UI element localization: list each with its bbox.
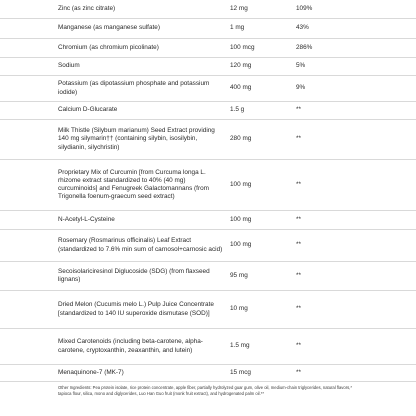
nutrient-amount: 100 mg <box>230 180 252 188</box>
nutrient-name: Sodium <box>58 62 80 70</box>
table-row <box>0 230 416 262</box>
nutrient-amount: 100 mcg <box>230 43 255 51</box>
nutrient-daily-value: ** <box>296 106 301 114</box>
table-row <box>0 120 416 160</box>
nutrient-daily-value: ** <box>296 305 301 313</box>
nutrient-amount: 95 mg <box>230 271 248 279</box>
table-row <box>0 291 416 329</box>
nutrient-daily-value: 9% <box>296 84 306 92</box>
nutrient-daily-value: ** <box>296 342 301 350</box>
nutrient-daily-value: 109% <box>296 4 313 12</box>
other-ingredients-text: Other Ingredients: Pea protein isolate, rice protein concentrate, apple fiber, partially hydrolyzed guar gum, olive oil, medium-chain triglycerides, natural flavors,* tapioca flour, silica, mono and diglycerides, Luo Han Guo fruit (monk fruit extract), and hydrogenated palm oil.** <box>58 385 352 396</box>
nutrient-daily-value: 286% <box>296 43 313 51</box>
nutrient-daily-value: ** <box>296 180 301 188</box>
nutrient-amount: 1 mg <box>230 24 245 32</box>
nutrient-amount: 10 mg <box>230 305 248 313</box>
table-row <box>0 39 416 58</box>
table-row <box>0 58 416 76</box>
nutrient-daily-value: ** <box>296 215 301 223</box>
nutrient-name: Dried Melon (Cucumis melo L.) Pulp Juice Concentrate [standardized to 140 IU superoxide dismutase (SOD)] <box>58 301 214 317</box>
table-row <box>0 19 416 39</box>
nutrient-name: Potassium (as dipotassium phosphate and potassium iodide) <box>58 80 210 96</box>
nutrient-name: Manganese (as manganese sulfate) <box>58 24 160 32</box>
nutrient-daily-value: ** <box>296 271 301 279</box>
nutrient-amount: 12 mg <box>230 4 248 12</box>
table-row <box>0 0 416 19</box>
table-row <box>0 329 416 365</box>
nutrient-name: Zinc (as zinc citrate) <box>58 4 116 12</box>
nutrient-name: Secoisolariciresinol Diglucoside (SDG) (from flaxseed lignans) <box>58 267 210 283</box>
table-row <box>0 76 416 102</box>
nutrient-name: Milk Thistle (Silybum marianum) Seed Extract providing 140 mg silymarin†† (containing silybin, isosilybin, silydianin, silychristin) <box>58 127 215 151</box>
nutrient-amount: 100 mg <box>230 215 252 223</box>
nutrient-daily-value: ** <box>296 241 301 249</box>
nutrient-daily-value: ** <box>296 135 301 143</box>
table-row <box>0 262 416 291</box>
nutrient-name: Proprietary Mix of Curcumin [from Curcuma longa L. rhizome extract standardized to 40% (40 mg) curcuminoids] and Fenugreek Galactomannans (from Trigonella foenum-graecum seed extract) <box>58 168 209 201</box>
nutrient-name: Menaquinone-7 (MK-7) <box>58 368 124 376</box>
table-row <box>0 160 416 211</box>
nutrient-name: Mixed Carotenoids (including beta-carotene, alpha-carotene, cryptoxanthin, zeaxanthin, and lutein) <box>58 338 203 354</box>
nutrient-name: Chromium (as chromium picolinate) <box>58 43 159 51</box>
table-row <box>0 102 416 120</box>
nutrient-amount: 400 mg <box>230 84 252 92</box>
nutrient-daily-value: ** <box>296 368 301 376</box>
table-row <box>0 211 416 230</box>
nutrient-amount: 1.5 g <box>230 106 245 114</box>
nutrient-name: N-Acetyl-L-Cysteine <box>58 215 115 223</box>
nutrient-amount: 100 mg <box>230 241 252 249</box>
nutrient-amount: 15 mcg <box>230 368 251 376</box>
table-row <box>0 365 416 382</box>
nutrient-daily-value: 43% <box>296 24 309 32</box>
nutrient-name: Calcium D-Glucarate <box>58 106 118 114</box>
nutrient-name: Rosemary (Rosmarinus officinalis) Leaf Extract (standardized to 7.6% min sum of carnosol+carnosic acid) <box>58 237 223 253</box>
nutrient-amount: 1.5 mg <box>230 342 250 350</box>
nutrient-amount: 280 mg <box>230 135 252 143</box>
nutrient-daily-value: 5% <box>296 62 306 70</box>
nutrient-amount: 120 mg <box>230 62 252 70</box>
